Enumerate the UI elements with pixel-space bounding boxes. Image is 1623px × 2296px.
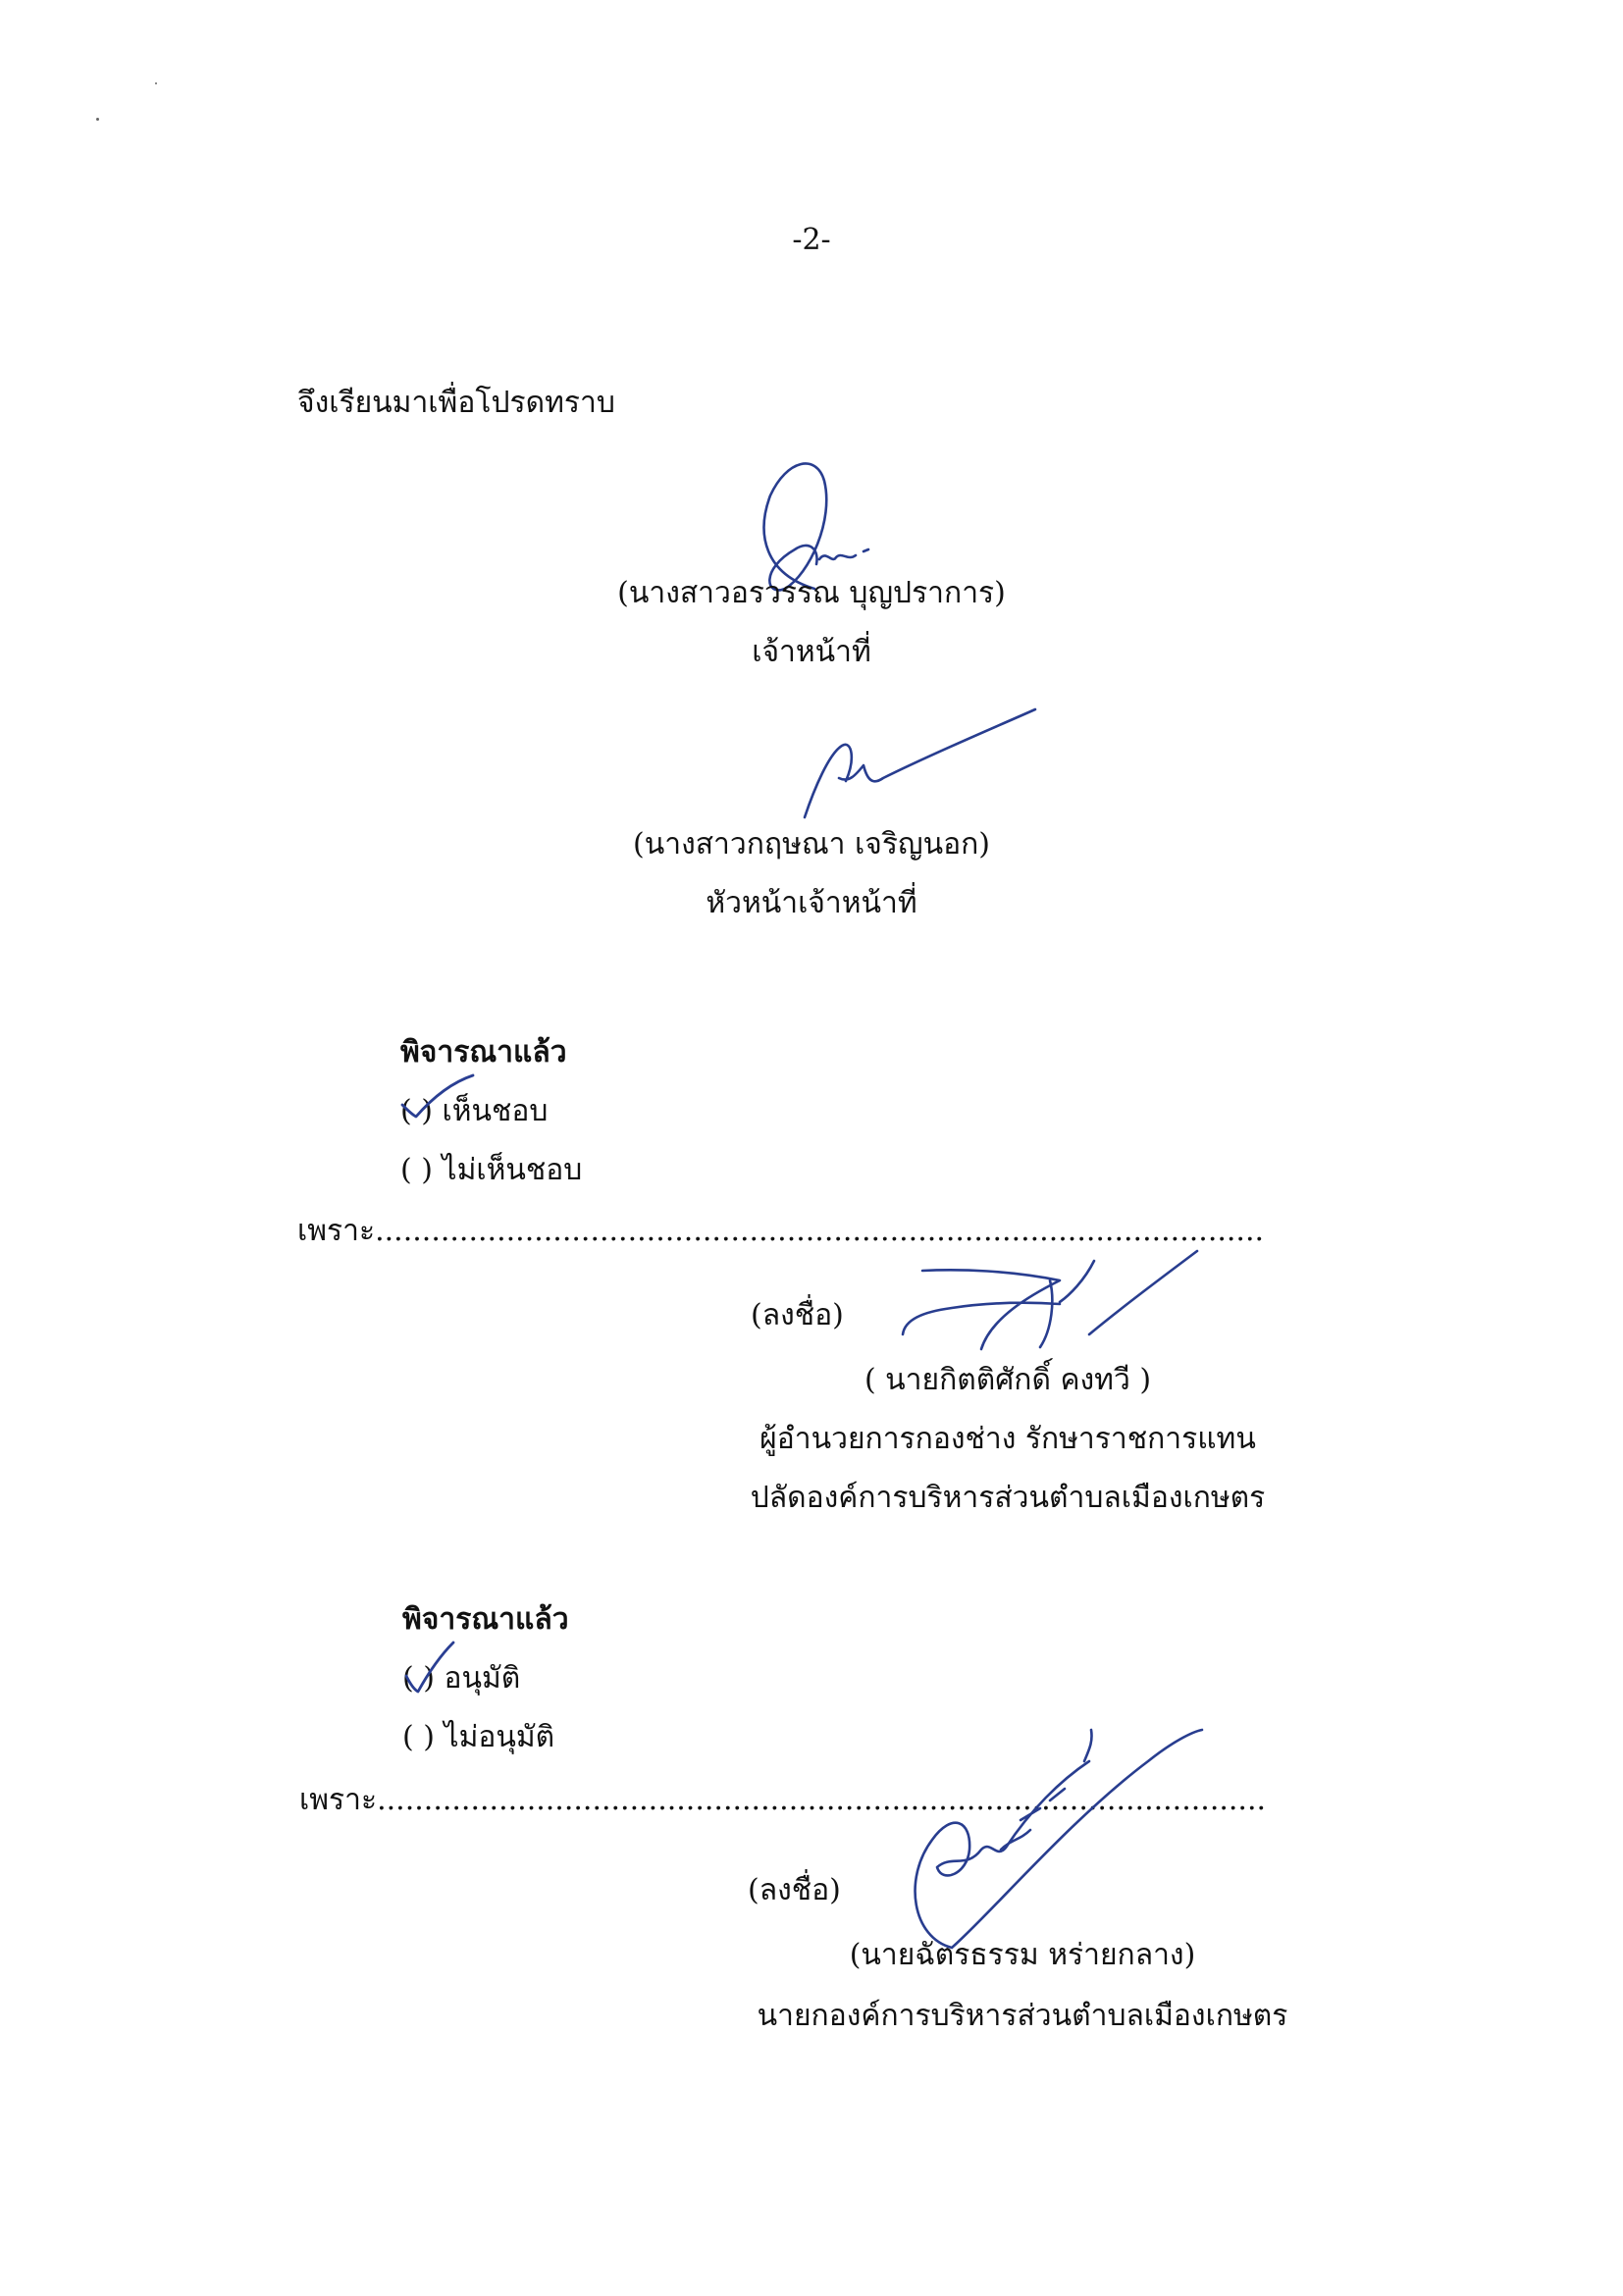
- reason-blank[interactable]: ...............................................................................................: [375, 1214, 1265, 1248]
- signature-3: [883, 1241, 1207, 1359]
- signer2-name: (นางสาวกฤษณา เจริญนอก): [633, 827, 990, 861]
- check-mark-icon: [398, 1071, 477, 1121]
- reason-blank[interactable]: ...............................................................................................: [377, 1783, 1267, 1817]
- review2-option-disapprove[interactable]: [402, 1720, 555, 1754]
- review2-sign-label: (ลงชื่อ): [748, 1873, 841, 1907]
- review1-option-disapprove[interactable]: [400, 1153, 583, 1187]
- signer1-position: เจ้าหน้าที่: [752, 635, 871, 669]
- signature-2: [785, 704, 1040, 822]
- scan-speck: [96, 118, 99, 121]
- option-label: ไม่อนุมัติ: [444, 1720, 555, 1754]
- reason-label: เพราะ: [299, 1783, 378, 1817]
- checkbox[interactable]: ( ): [402, 1661, 435, 1696]
- checkbox[interactable]: ( ): [400, 1094, 433, 1128]
- review2-heading: พิจารณาแล้ว: [402, 1602, 569, 1637]
- signature-4: [893, 1702, 1207, 1957]
- review1-sign-label: (ลงชื่อ): [751, 1298, 844, 1332]
- review1-name: ( นายกิตติศักดิ์ คงทวี ): [864, 1363, 1152, 1397]
- option-label: อนุมัติ: [444, 1661, 521, 1696]
- review2-position-line1: นายกองค์การบริหารส่วนตำบลเมืองเกษตร: [757, 1999, 1288, 2033]
- scan-speck: [155, 82, 157, 84]
- checkbox[interactable]: ( ): [400, 1153, 433, 1187]
- page-number: -2-: [792, 223, 831, 257]
- review1-position-line1: ผู้อำนวยการกองช่าง รักษาราชการแทน: [759, 1422, 1256, 1456]
- check-mark-icon: [402, 1639, 461, 1697]
- review1-heading: พิจารณาแล้ว: [400, 1035, 567, 1070]
- closing-line: จึงเรียนมาเพื่อโปรดทราบ: [297, 386, 615, 420]
- option-label: เห็นชอบ: [442, 1094, 549, 1128]
- review1-position-line2: ปลัดองค์การบริหารส่วนตำบลเมืองเกษตร: [750, 1481, 1266, 1515]
- reason-label: เพราะ: [297, 1214, 376, 1248]
- signer2-position: หัวหน้าเจ้าหน้าที่: [706, 886, 917, 920]
- option-label: ไม่เห็นชอบ: [442, 1153, 583, 1187]
- signer1-name: (นางสาวอรวรรณ บุญปราการ): [617, 576, 1006, 610]
- checkbox[interactable]: ( ): [402, 1720, 435, 1754]
- review2-name: (นายฉัตรธรรม หร่ายกลาง): [849, 1938, 1196, 1972]
